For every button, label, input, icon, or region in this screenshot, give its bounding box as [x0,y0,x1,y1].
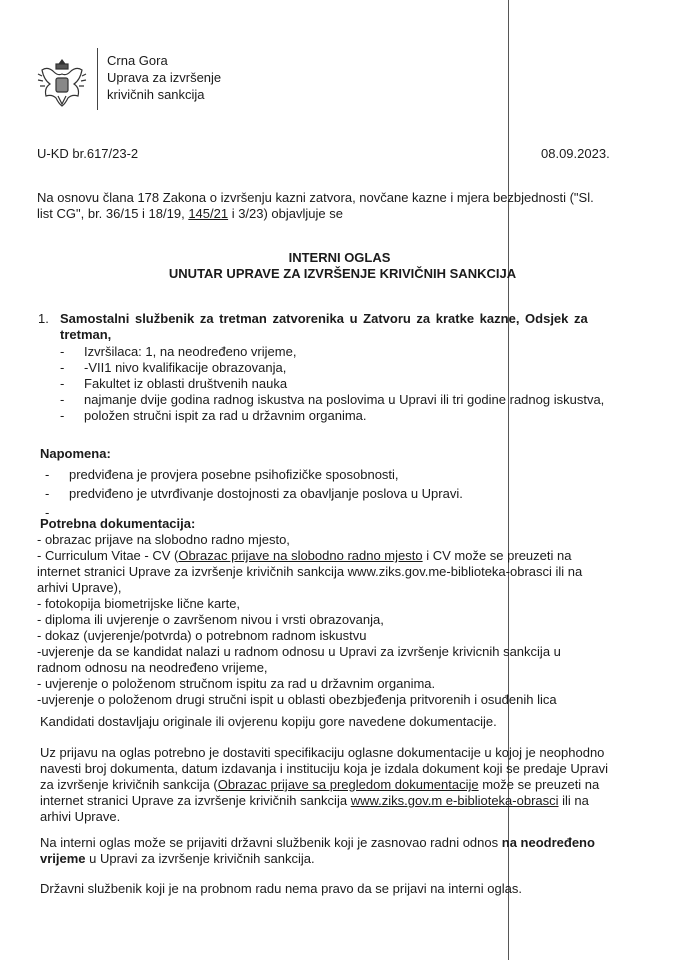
list-item-text: položen stručni ispit za rad u državnim organima. [84,408,367,423]
intro-text: list CG", br. 36/15 i 18/19, [37,206,189,221]
list-item-text: predviđeno je utvrđivanje dostojnosti za obavljanje poslova u Upravi. [69,486,463,501]
doc-line: radnom odnosu na neodređeno vrijeme, [37,660,268,675]
eligible-line-1 [40,835,595,851]
ziks-website-link[interactable]: www.ziks.gov.m e-biblioteka-obrasci [350,793,559,808]
list-item: - položen stručni ispit za rad u državnim organima. [60,408,367,423]
position-requirements-list [60,344,605,424]
specification-paragraph [40,745,608,825]
list-item: - Fakultet iz oblasti društvenih nauka [60,376,288,391]
list-item-text: -VII1 nivo kvalifikacije obrazovanja, [84,360,287,375]
list-item-text: predviđena je provjera posebne psihofizičke sposobnosti, [69,467,399,482]
position-number: 1. [38,311,49,326]
document-date: 08.09.2023. [541,146,610,161]
documentation-form-link[interactable]: Obrazac prijave sa pregledom dokumentacije [217,777,479,792]
spec-line-5: arhivi Uprave. [40,809,121,824]
doc-line [37,548,582,564]
doc-line: - uvjerenje o položenom stručnom ispitu za rad u državnim organima. [37,676,436,691]
organization-name [107,52,221,103]
spec-line-1: Uz prijavu na oglas potrebno je dostaviti specifikaciju oglasne dokumentacije u kojoj je neophodno [40,745,605,760]
application-form-link[interactable]: Obrazac prijave na slobodno radno mjesto [178,548,423,563]
spec-line-2: navesti broj dokumenta, datum izdavanja i instituciju koja je izdala dokument koji se predaje Upravi [40,761,608,776]
list-item: - predviđena je provjera posebne psihofizičke sposobnosti, [45,467,399,482]
position-title-line-2: tretman, [60,327,112,342]
probation-note: Državni službenik koji je na probnom radu nema pravo da se prijavi na interni oglas. [40,881,522,896]
doc-line: - diploma ili uvjerenje o završenom nivou i vrsti obrazovanja, [37,612,384,627]
spec-text: ili na [558,793,589,808]
doc-text: - Curriculum Vitae - CV ( [37,548,179,563]
eligible-text: u Upravi za izvršenje krivičnih sankcija. [85,851,315,866]
doc-text: i CV može se preuzeti na [422,548,572,563]
position-title-line-1: Samostalni službenik za tretman zatvorenika u Zatvoru za kratke kazne, Odsjek za [60,311,588,326]
documents-list [37,532,582,708]
intro-line-1: Na osnovu člana 178 Zakona o izvršenju kazni zatvora, novčane kazne i mjera bezbjednosti ("Sl. [37,190,594,205]
title-line-1: INTERNI OGLAS [288,250,391,265]
header-divider [97,48,98,110]
org-line-2: Uprava za izvršenje [107,70,222,85]
eligible-line-2 [40,851,595,867]
spec-text: internet stranici Uprave za izvršenje krivičnih sankcija [40,793,351,808]
org-line-3: krivičnih sankcija [107,87,205,102]
list-item-text: najmanje dvije godina radnog iskustva na poslovima u Upravi ili tri godine radnog iskustva, [84,392,605,407]
submit-instruction: Kandidati dostavljaju originale ili ovjerenu kopiju gore navedene dokumentacije. [40,714,497,729]
eligible-bold: vrijeme [40,851,86,866]
documents-heading: Potrebna dokumentacija: [40,516,196,531]
doc-line: -uvjerenje o položenom drugi stručni ispit u oblasti obezbjeđenja pritvorenih i osuđenih lica [37,692,557,707]
intro-text-end: i 3/23) objavljuje se [228,206,343,221]
note-heading: Napomena: [40,446,111,461]
doc-line: - obrazac prijave na slobodno radno mjesto, [37,532,290,547]
list-item: - -VII1 nivo kvalifikacije obrazovanja, [60,360,287,375]
doc-line: - fotokopija biometrijske lične karte, [37,596,241,611]
doc-line: -uvjerenje da se kandidat nalazi u radnom odnosu u Upravi za izvršenje krivicnih sankcija u [37,644,561,659]
eligible-text: Na interni oglas može se prijaviti državni službenik koji je zasnovao radni odnos [40,835,502,850]
eligibility-paragraph [40,835,595,867]
spec-line-3 [40,777,608,793]
spec-text: za izvršenje krivičnih sankcija ( [40,777,218,792]
list-item-text: Fakultet iz oblasti društvenih nauka [84,376,288,391]
doc-line: arhivi Uprave), [37,580,122,595]
doc-line: internet stranici Uprave za izvršenje krivičnih sankcija www.ziks.gov.me-biblioteka-obrasci ili na [37,564,583,579]
list-item: - najmanje dvije godina radnog iskustva na poslovima u Upravi ili tri godine radnog iskustva, [60,392,605,407]
coat-of-arms-icon [34,56,90,110]
title-line-2: UNUTAR UPRAVE ZA IZVRŠENJE KRIVIČNIH SANKCIJA [168,266,517,281]
note-list: - predviđena je provjera posebne psihofizičke sposobnosti, - predviđeno je utvrđivanje dostojnosti za obavljanje poslova u Upravi. - [45,467,463,520]
gazette-link[interactable]: 145/21 [188,206,229,221]
reference-number: U-KD br.617/23-2 [37,146,139,161]
list-item: - predviđeno je utvrđivanje dostojnosti za obavljanje poslova u Upravi. [45,486,463,501]
spec-text: može se preuzeti na [478,777,600,792]
spec-line-4 [40,793,608,809]
org-line-1: Crna Gora [107,53,168,68]
doc-line: - dokaz (uvjerenje/potvrda) o potrebnom radnom iskustvu [37,628,367,643]
intro-line-2 [37,206,625,222]
intro-paragraph [37,190,625,222]
eligible-bold: na neodređeno [501,835,595,850]
list-item-text: Izvršilaca: 1, na neodređeno vrijeme, [84,344,297,359]
list-item: - Izvršilaca: 1, na neodređeno vrijeme, [60,344,297,359]
